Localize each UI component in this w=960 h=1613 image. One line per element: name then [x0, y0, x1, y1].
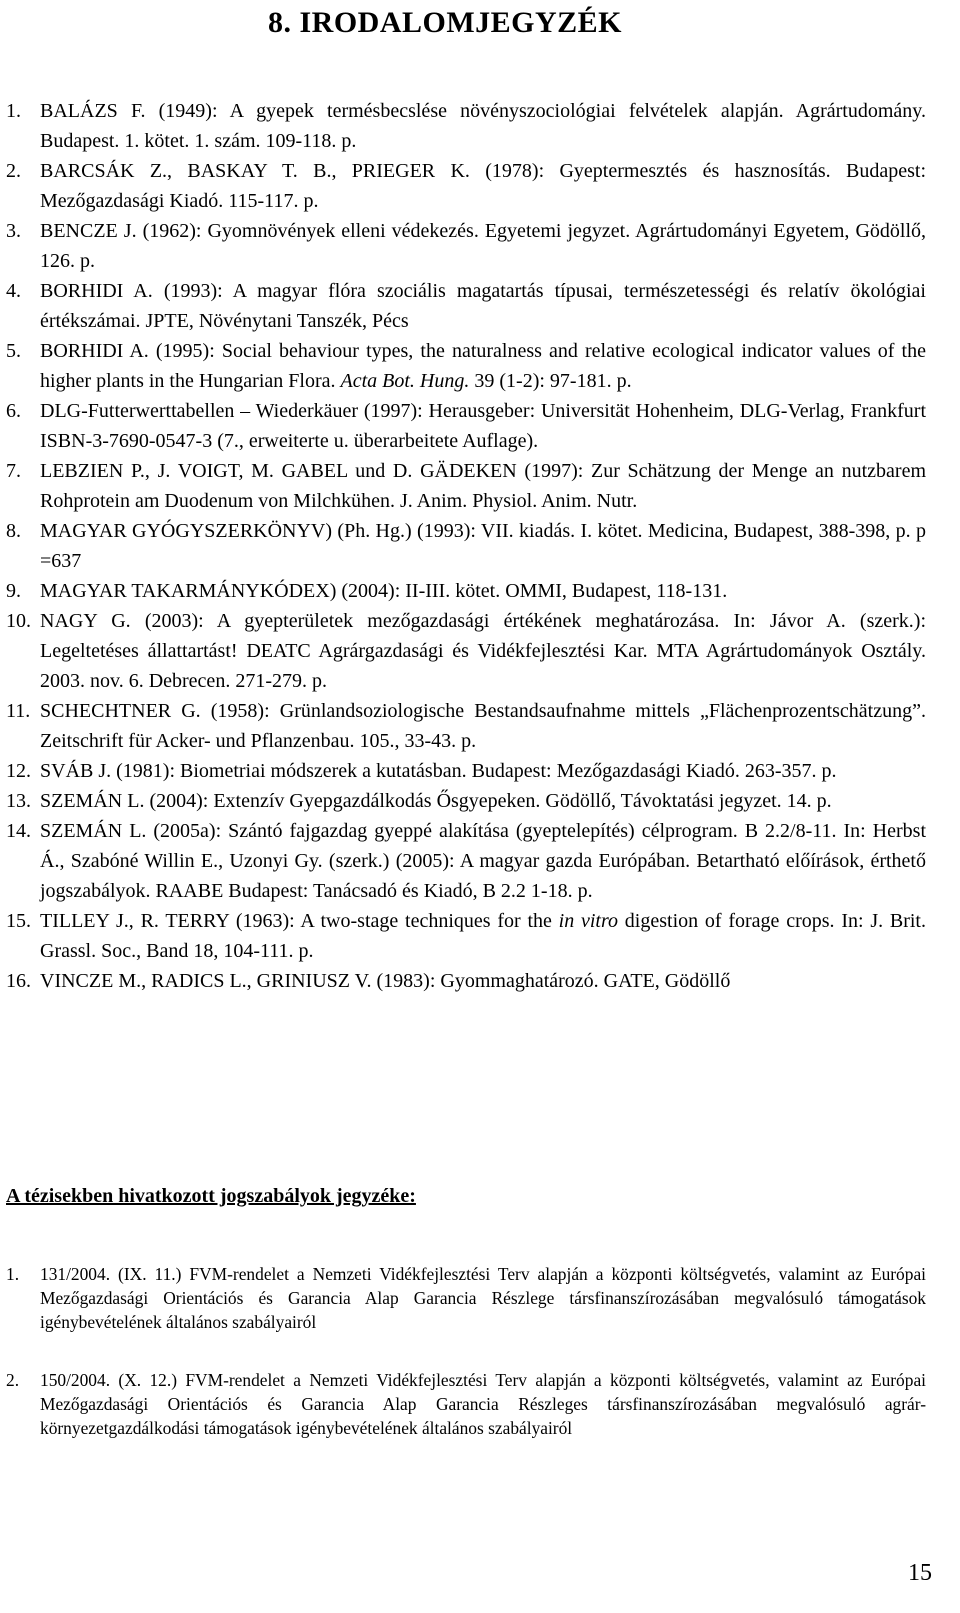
- reference-item: [6, 906, 926, 966]
- reference-number: 15.: [6, 910, 31, 932]
- reference-text: SZEMÁN L. (2005a): Szántó fajgazdag gyeppé alakítása (gyeptelepítés) célprogram. B 2.2/8-11. In: Herbst Á., Szabóné Willin E., Uzonyi Gy. (szerk.) (2005): A magyar gazda Európában. Betartható előírások, érthető jogszabályok. RAABE Budapest: Tanácsadó és Kiadó, B 2.2 1-18. p.: [40, 820, 926, 902]
- reference-number: 8.: [6, 520, 21, 542]
- reference-item: [6, 156, 926, 216]
- reference-item: [6, 576, 926, 606]
- law-list: [6, 1262, 926, 1474]
- law-text: 150/2004. (X. 12.) FVM-rendelet a Nemzeti Vidékfejlesztési Terv alapján a központi költségvetés, valamint az Európai Mezőgazdasági Orientációs és Garancia Alap Garancia Részleges társfinanszírozásában megvalósuló agrár-környezetgazdálkodási támogatások igénybevételének általános szabályairól: [40, 1370, 926, 1438]
- reference-item: [6, 756, 926, 786]
- reference-item: [6, 216, 926, 276]
- italic-term: in vitro: [558, 910, 619, 932]
- reference-number: 2.: [6, 160, 21, 182]
- reference-text: SCHECHTNER G. (1958): Grünlandsoziologische Bestandsaufnahme mittels „Flächenprozentschätzung”. Zeitschrift für Acker- und Pflanzenbau. 105., 33-43. p.: [40, 700, 926, 752]
- reference-number: 1.: [6, 100, 21, 122]
- reference-number: 14.: [6, 820, 31, 842]
- reference-item: [6, 396, 926, 456]
- reference-number: 16.: [6, 970, 31, 992]
- law-text: 131/2004. (IX. 11.) FVM-rendelet a Nemzeti Vidékfejlesztési Terv alapján a központi költségvetés, valamint az Európai Mezőgazdasági Orientációs és Garancia Alap Garancia Részlege társfinanszírozásában megvalósuló támogatások igénybevételének általános szabályairól: [40, 1264, 926, 1332]
- reference-text: BORHIDI A. (1993): A magyar flóra szociális magatartás típusai, természetességi és relatív ökológiai értékszámai. JPTE, Növénytani Tanszék, Pécs: [40, 280, 926, 332]
- reference-number: 11.: [6, 700, 31, 722]
- reference-text: BARCSÁK Z., BASKAY T. B., PRIEGER K. (1978): Gyeptermesztés és hasznosítás. Budapest: Mezőgazdasági Kiadó. 115-117. p.: [40, 160, 926, 212]
- reference-number: 10.: [6, 610, 31, 632]
- law-item: [6, 1262, 926, 1334]
- law-number: 2.: [6, 1370, 20, 1390]
- reference-item: [6, 456, 926, 516]
- reference-item: [6, 96, 926, 156]
- reference-number: 7.: [6, 460, 21, 482]
- page-title: 8. IRODALOMJEGYZÉK: [267, 6, 623, 39]
- reference-number: 6.: [6, 400, 21, 422]
- reference-text: BENCZE J. (1962): Gyomnövények elleni védekezés. Egyetemi jegyzet. Agrártudományi Egyetem, Gödöllő, 126. p.: [40, 220, 926, 272]
- reference-item: [6, 516, 926, 576]
- reference-number: 3.: [6, 220, 21, 242]
- reference-text-part: digestion of forage crops. In: J. Brit. Grassl. Soc., Band 18, 104-111. p.: [40, 910, 926, 962]
- reference-item: [6, 786, 926, 816]
- reference-number: 4.: [6, 280, 21, 302]
- law-number: 1.: [6, 1264, 20, 1284]
- reference-number: 5.: [6, 340, 21, 362]
- law-item: [6, 1368, 926, 1440]
- reference-text: [40, 906, 926, 966]
- reference-number: 12.: [6, 760, 31, 782]
- reference-item: [6, 816, 926, 906]
- reference-text: SVÁB J. (1981): Biometriai módszerek a kutatásban. Budapest: Mezőgazdasági Kiadó. 263-357. p.: [40, 760, 837, 782]
- reference-item: [6, 966, 926, 996]
- reference-item: [6, 606, 926, 696]
- page-number: 15: [908, 1560, 932, 1586]
- reference-text: BALÁZS F. (1949): A gyepek termésbecslése növényszociológiai felvételek alapján. Agrártudomány. Budapest. 1. kötet. 1. szám. 109-118. p.: [40, 100, 926, 152]
- reference-list: [6, 96, 926, 996]
- reference-text: NAGY G. (2003): A gyepterületek mezőgazdasági értékének meghatározása. In: Jávor A. (szerk.): Legeltetéses állattartást! DEATC Agrárgazdasági és Vidékfejlesztési Kar. MTA Agrártudományok Osztály. 2003. nov. 6. Debrecen. 271-279. p.: [40, 610, 926, 692]
- reference-number: 9.: [6, 580, 21, 602]
- reference-text: MAGYAR TAKARMÁNYKÓDEX) (2004): II-III. kötet. OMMI, Budapest, 118-131.: [40, 580, 728, 602]
- reference-item: [6, 336, 926, 396]
- reference-text: [40, 336, 926, 396]
- reference-text: DLG-Futterwerttabellen – Wiederkäuer (1997): Herausgeber: Universität Hohenheim, DLG-Verlag, Frankfurt ISBN-3-7690-0547-3 (7., erweiterte u. überarbeitete Auflage).: [40, 400, 926, 452]
- journal-name: Acta Bot. Hung.: [340, 370, 470, 392]
- reference-item: [6, 276, 926, 336]
- reference-text: SZEMÁN L. (2004): Extenzív Gyepgazdálkodás Ősgyepeken. Gödöllő, Távoktatási jegyzet. 14. p.: [40, 790, 832, 812]
- reference-text-part: BORHIDI A. (1995): Social behaviour types, the naturalness and relative ecological indicator values of the higher plants in the Hungarian Flora.: [40, 340, 926, 392]
- reference-number: 13.: [6, 790, 31, 812]
- reference-text: LEBZIEN P., J. VOIGT, M. GABEL und D. GÄDEKEN (1997): Zur Schätzung der Menge an nutzbarem Rohprotein am Duodenum von Milchkühen. J. Anim. Physiol. Anim. Nutr.: [40, 460, 926, 512]
- section-heading: A tézisekben hivatkozott jogszabályok jegyzéke:: [6, 1185, 416, 1207]
- reference-item: [6, 696, 926, 756]
- reference-text-part: 39 (1-2): 97-181. p.: [469, 370, 632, 392]
- reference-text-part: TILLEY J., R. TERRY (1963): A two-stage techniques for the: [40, 910, 559, 932]
- reference-text: VINCZE M., RADICS L., GRINIUSZ V. (1983): Gyommaghatározó. GATE, Gödöllő: [40, 970, 731, 992]
- reference-text: MAGYAR GYÓGYSZERKÖNYV) (Ph. Hg.) (1993): VII. kiadás. I. kötet. Medicina, Budapest, 388-398, p. p =637: [40, 520, 926, 572]
